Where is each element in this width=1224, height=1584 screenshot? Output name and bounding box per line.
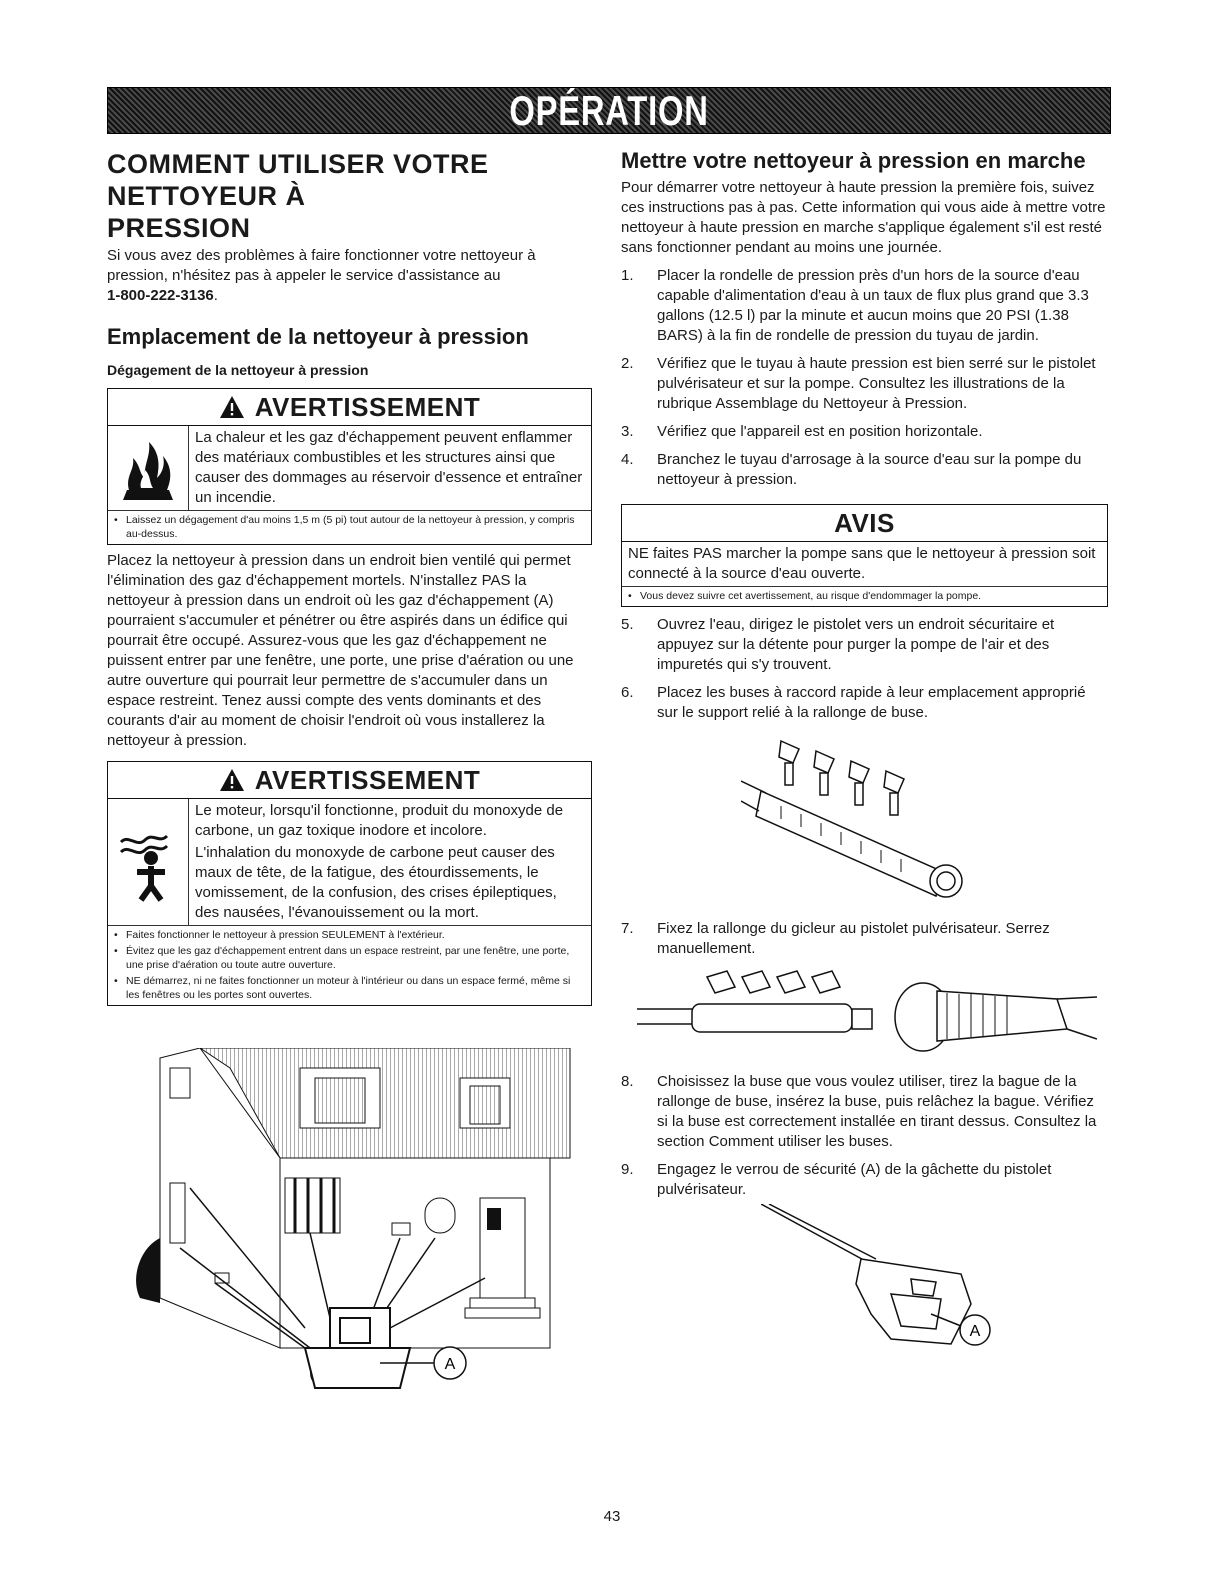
page-number: 43: [603, 1508, 621, 1525]
notice-text: NE faites PAS marcher la pompe sans que le nettoyeur à pression soit connecté à la source d'eau ouverte.: [622, 542, 1107, 587]
step-item: [621, 450, 1108, 490]
warning-text: [189, 799, 591, 925]
nozzle-holder-illustration: [741, 731, 981, 911]
page-heading-line2: PRESSION: [107, 213, 251, 243]
step-number: 9.: [621, 1161, 634, 1178]
bullet-item: • Laissez un dégagement d'au moins 1,5 m (5 pi) tout autour de la nettoyeur à pression, y compris au-dessus.: [114, 513, 585, 541]
startup-intro: Pour démarrer votre nettoyeur à haute pression la première fois, suivez ces instructions pas à pas. Cette information qui vous aide à mettre votre nettoyeur à haute pression en marche s'applique également s'il est resté sans fonctionner pendant au moins une journée.: [621, 179, 1106, 256]
section-title: Emplacement de la nettoyeur à pression: [107, 324, 529, 349]
step-text: Engagez le verrou de sécurité (A) de la gâchette du pistolet pulvérisateur.: [657, 1161, 1052, 1198]
warning-text: [189, 426, 591, 510]
callout-a-label: A: [969, 1323, 981, 1340]
placement-paragraph: Placez la nettoyeur à pression dans un endroit bien ventilé qui permet l'élimination des gaz d'échappement mortels. N'installez PAS la nettoyeur à pression dans un endroit où les gaz d'échappement (A) pourraient s'accumuler et pénétrer ou être aspirés dans un édifice qui pourrait être occupé. Assurez-vous que les gaz d'échappement ne puissent entrer par une fenêtre, une porte, une prise d'aération ou une autre ouverture qui pourrait leur permettre de s'accumuler dans un espace restreint. Tenez aussi compte des vents dominants et des courants d'air au moment de choisir l'endroit où vous installerez la nettoyeur à pression.: [107, 552, 574, 749]
callout-a-label: A: [444, 1356, 456, 1373]
step-number: 8.: [621, 1073, 634, 1090]
banner-title: OPÉRATION: [509, 87, 709, 134]
bullet-item: • Évitez que les gaz d'échappement entrent dans un espace restreint, par une fenêtre, une porte, une prise d'aération ou toute autre ouverture.: [114, 944, 585, 972]
step-item: [621, 266, 1108, 346]
page-heading: [107, 148, 592, 244]
step-number: 1.: [621, 267, 634, 284]
warning-triangle-icon: [219, 395, 245, 419]
steps-list-a: [621, 266, 1108, 490]
warning-body: [108, 426, 591, 511]
warning-header: [108, 762, 591, 799]
steps-list-d: [621, 1072, 1108, 1200]
step-text: Fixez la rallonge du gicleur au pistolet pulvérisateur. Serrez manuellement.: [657, 920, 1050, 957]
warning-text-p1: Le moteur, lorsqu'il fonctionne, produit du monoxyde de carbone, un gaz toxique inodore et incolore.: [195, 802, 564, 839]
warning-text-p1: La chaleur et les gaz d'échappement peuvent enflammer des matériaux combustibles et les structures ainsi que causer des dommages au réservoir d'essence et entraîner un incendie.: [195, 429, 583, 506]
step-text: Placer la rondelle de pression près d'un hors de la source d'eau capable d'alimentation d'eau à un taux de flux plus grand que 3.3 gallons (12.5 l) par la minute et aucun moins que 20 PSI (1.38 BARS) à la fin de rondelle de pression du tuyau de jardin.: [657, 267, 1089, 344]
notice-box: [621, 504, 1108, 607]
startup-heading: Mettre votre nettoyeur à pression en marche: [621, 148, 1086, 173]
step-number: 5.: [621, 616, 634, 633]
step-text: Choisissez la buse que vous voulez utiliser, tirez la bague de la rallonge de buse, insérez la buse, puis relâchez la bague. Vérifiez si la buse est correctement installée en tirant dessus. Consultez la section Comment utiliser les buses.: [657, 1073, 1097, 1150]
step-text: Vérifiez que l'appareil est en position horizontale.: [657, 423, 983, 440]
notice-bullets: [622, 587, 1107, 606]
warning-title: AVERTISSEMENT: [254, 765, 481, 795]
step-item: [621, 354, 1108, 414]
step-number: 4.: [621, 451, 634, 468]
warning-bullets: [108, 926, 591, 1005]
nozzle-extension-illustration: [637, 969, 1097, 1064]
warning-bullets: [108, 511, 591, 544]
fire-warning-box: [107, 388, 592, 545]
step-number: 3.: [621, 423, 634, 440]
step-number: 6.: [621, 684, 634, 701]
subsection-title: Dégagement de la nettoyeur à pression: [107, 362, 369, 378]
steps-list-b: [621, 615, 1108, 723]
section-banner: [107, 87, 1111, 134]
support-phone: 1-800-222-3136: [107, 287, 214, 304]
step-item: [621, 422, 1108, 442]
step-item: [621, 615, 1108, 675]
step-item: [621, 1160, 1108, 1200]
page-heading-line1: COMMENT UTILISER VOTRE NETTOYEUR À: [107, 149, 489, 211]
right-column: [621, 148, 1108, 1354]
step-item: [621, 1072, 1108, 1152]
warning-title: AVERTISSEMENT: [254, 392, 481, 422]
step-item: [621, 919, 1108, 959]
step-number: 7.: [621, 920, 634, 937]
step-item: [621, 683, 1108, 723]
step-text: Branchez le tuyau d'arrosage à la source d'eau sur la pompe du nettoyeur à pression.: [657, 451, 1082, 488]
step-text: Ouvrez l'eau, dirigez le pistolet vers un endroit sécuritaire et appuyez sur la détente pour purger la pompe de l'air et des impuretés qui s'y trouvent.: [657, 616, 1055, 673]
warning-triangle-icon: [219, 768, 245, 792]
step-text: Placez les buses à raccord rapide à leur emplacement approprié sur le support relié à la rallonge de buse.: [657, 684, 1086, 721]
intro-paragraph: Si vous avez des problèmes à faire fonctionner votre nettoyeur à pression, n'hésitez pas à appeler le service d'assistance au 1-800-222-3136.: [107, 247, 536, 304]
warning-header: [108, 389, 591, 426]
carbon-monoxide-warning-box: [107, 761, 592, 1006]
warning-body: [108, 799, 591, 926]
bullet-item: • NE démarrez, ni ne faites fonctionner un moteur à l'intérieur ou dans un espace fermé, même si les fenêtres ou les portes sont ouvertes.: [114, 974, 585, 1002]
intro-text: Si vous avez des problèmes à faire fonctionner votre nettoyeur à pression, n'hésitez pas à appeler le service d'assistance au: [107, 247, 536, 284]
house-exhaust-illustration: [130, 1048, 590, 1398]
step-number: 2.: [621, 355, 634, 372]
step-text: Vérifiez que le tuyau à haute pression est bien serré sur le pistolet pulvérisateur et sur la pompe. Consultez les illustrations de la rubrique Assemblage du Nettoyeur à Pression.: [657, 355, 1096, 412]
warning-text-p2: L'inhalation du monoxyde de carbone peut causer des maux de tête, de la fatigue, des étourdissements, le vomissement, de la confusion, des crises épileptiques, des nausées, l'évanouissement ou la mort.: [195, 844, 557, 921]
fire-icon: [108, 426, 189, 510]
bullet-item: • Vous devez suivre cet avertissement, au risque d'endommager la pompe.: [628, 589, 1101, 603]
left-column: [107, 148, 592, 1006]
bullet-item: • Faites fonctionner le nettoyeur à pression SEULEMENT à l'extérieur.: [114, 928, 585, 942]
toxic-fumes-icon: [108, 799, 189, 925]
spray-gun-illustration: [761, 1204, 1001, 1354]
steps-list-c: [621, 919, 1108, 959]
notice-header: AVIS: [622, 505, 1107, 542]
